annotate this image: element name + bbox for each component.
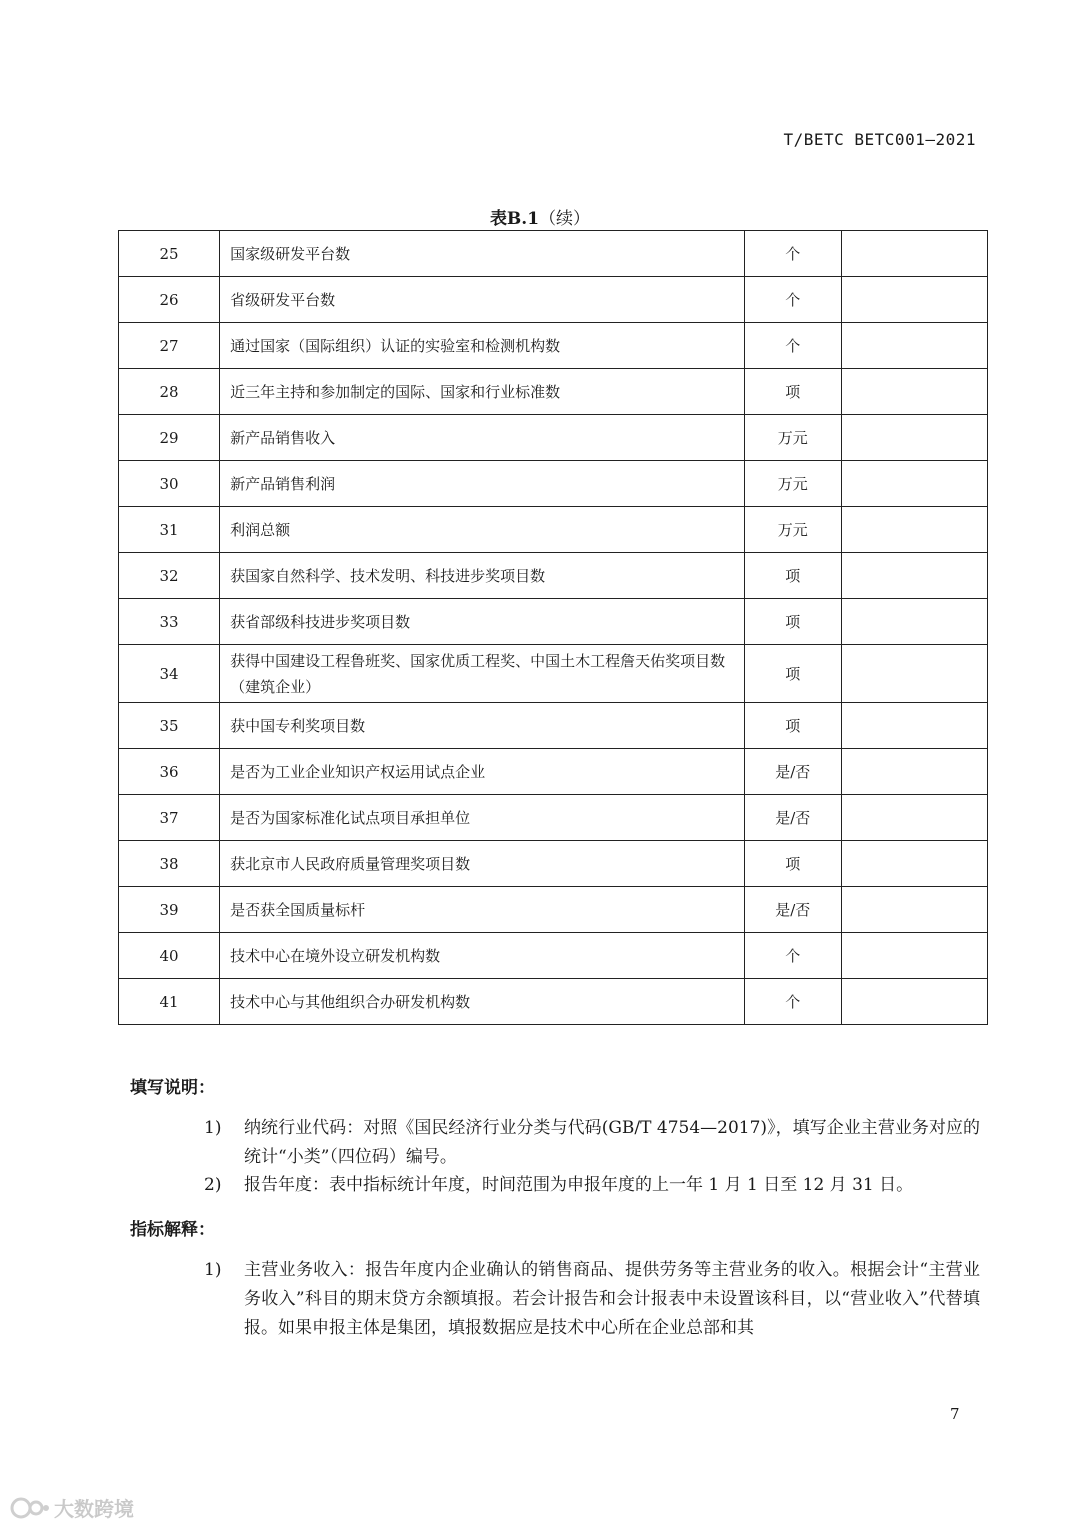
row-number-cell: 25 [119, 231, 220, 277]
row-number-cell: 29 [119, 415, 220, 461]
value-cell [841, 703, 987, 749]
unit-cell: 项 [744, 553, 841, 599]
row-number-cell: 41 [119, 979, 220, 1025]
table-row [119, 979, 988, 1025]
unit-cell: 项 [744, 841, 841, 887]
unit-cell: 是/否 [744, 749, 841, 795]
value-cell [841, 461, 987, 507]
watermark-logo-icon [10, 1495, 50, 1521]
table-row [119, 645, 988, 703]
indicator-note-item [204, 1256, 980, 1343]
table-row [119, 887, 988, 933]
value-cell [841, 599, 987, 645]
indicator-table [118, 230, 988, 1025]
row-number-cell: 30 [119, 461, 220, 507]
indicator-name-cell: 获北京市人民政府质量管理奖项目数 [220, 841, 745, 887]
row-number-cell: 39 [119, 887, 220, 933]
table-row [119, 415, 988, 461]
table-caption [0, 204, 1080, 229]
indicator-name-cell: 新产品销售收入 [220, 415, 745, 461]
table-row [119, 703, 988, 749]
row-number-cell: 28 [119, 369, 220, 415]
value-cell [841, 749, 987, 795]
table-row [119, 599, 988, 645]
value-cell [841, 507, 987, 553]
table-row [119, 323, 988, 369]
indicator-name-cell: 省级研发平台数 [220, 277, 745, 323]
row-number-cell: 27 [119, 323, 220, 369]
indicator-name-cell: 国家级研发平台数 [220, 231, 745, 277]
indicator-name-cell: 是否获全国质量标杆 [220, 887, 745, 933]
value-cell [841, 887, 987, 933]
indicator-name-cell: 技术中心与其他组织合办研发机构数 [220, 979, 745, 1025]
value-cell [841, 795, 987, 841]
row-number-cell: 32 [119, 553, 220, 599]
indicator-name-cell: 通过国家（国际组织）认证的实验室和检测机构数 [220, 323, 745, 369]
unit-cell: 个 [744, 933, 841, 979]
unit-cell: 项 [744, 599, 841, 645]
indicator-name-cell: 是否为国家标准化试点项目承担单位 [220, 795, 745, 841]
table-row [119, 507, 988, 553]
unit-cell: 个 [744, 231, 841, 277]
indicator-table-body [119, 231, 988, 1025]
watermark-text: 大数跨境 [54, 1497, 134, 1521]
indicator-name-cell: 近三年主持和参加制定的国际、国家和行业标准数 [220, 369, 745, 415]
unit-cell: 项 [744, 369, 841, 415]
unit-cell: 万元 [744, 507, 841, 553]
row-number-cell: 31 [119, 507, 220, 553]
table-row [119, 231, 988, 277]
value-cell [841, 979, 987, 1025]
indicator-name-cell: 获国家自然科学、技术发明、科技进步奖项目数 [220, 553, 745, 599]
table-row [119, 795, 988, 841]
table-row [119, 841, 988, 887]
table-row [119, 933, 988, 979]
indicator-name-cell: 利润总额 [220, 507, 745, 553]
unit-cell: 个 [744, 277, 841, 323]
row-number-cell: 38 [119, 841, 220, 887]
unit-cell: 项 [744, 703, 841, 749]
table-row [119, 369, 988, 415]
value-cell [841, 933, 987, 979]
unit-cell: 个 [744, 979, 841, 1025]
fill-note-number: 2) [204, 1175, 222, 1195]
fill-note-text: 报告年度：表中指标统计年度，时间范围为申报年度的上一年 1 月 1 日至 12 月 31 日。 [244, 1175, 914, 1195]
document-code: T/BETC BETC001—2021 [783, 130, 976, 149]
indicator-notes-title: 指标解释： [130, 1220, 215, 1240]
value-cell [841, 841, 987, 887]
table-row [119, 749, 988, 795]
indicator-name-cell: 技术中心在境外设立研发机构数 [220, 933, 745, 979]
fill-note-text: 纳统行业代码：对照《国民经济行业分类与代码(GB/T 4754—2017)》，填写企业主营业务对应的统计“小类”（四位码）编号。 [244, 1118, 980, 1167]
value-cell [841, 553, 987, 599]
table-row [119, 553, 988, 599]
value-cell [841, 231, 987, 277]
value-cell [841, 415, 987, 461]
fill-notes-title: 填写说明： [130, 1078, 215, 1098]
row-number-cell: 35 [119, 703, 220, 749]
table-caption-label: 表B.1 [489, 209, 540, 229]
fill-note-item [204, 1171, 980, 1200]
row-number-cell: 26 [119, 277, 220, 323]
fill-note-item [204, 1114, 980, 1172]
row-number-cell: 40 [119, 933, 220, 979]
indicator-name-cell: 获省部级科技进步奖项目数 [220, 599, 745, 645]
row-number-cell: 33 [119, 599, 220, 645]
row-number-cell: 37 [119, 795, 220, 841]
indicator-note-number: 1) [204, 1260, 222, 1280]
unit-cell: 万元 [744, 461, 841, 507]
value-cell [841, 323, 987, 369]
table-row [119, 277, 988, 323]
row-number-cell: 36 [119, 749, 220, 795]
indicator-name-cell: 新产品销售利润 [220, 461, 745, 507]
unit-cell: 个 [744, 323, 841, 369]
fill-note-number: 1) [204, 1118, 222, 1138]
value-cell [841, 369, 987, 415]
unit-cell: 万元 [744, 415, 841, 461]
indicator-name-cell: 获得中国建设工程鲁班奖、国家优质工程奖、中国土木工程詹天佑奖项目数（建筑企业） [220, 645, 745, 703]
watermark [10, 1493, 134, 1522]
page-number: 7 [950, 1405, 960, 1423]
table-caption-continued: （续） [539, 209, 591, 229]
indicator-note-text: 主营业务收入：报告年度内企业确认的销售商品、提供劳务等主营业务的收入。根据会计“主营业务收入”科目的期末贷方余额填报。若会计报告和会计报表中未设置该科目，以“营业收入”代替填报。如果申报主体是集团，填报数据应是技术中心所在企业总部和其 [244, 1260, 980, 1338]
value-cell [841, 277, 987, 323]
value-cell [841, 645, 987, 703]
unit-cell: 项 [744, 645, 841, 703]
indicator-name-cell: 获中国专利奖项目数 [220, 703, 745, 749]
table-row [119, 461, 988, 507]
indicator-name-cell: 是否为工业企业知识产权运用试点企业 [220, 749, 745, 795]
unit-cell: 是/否 [744, 795, 841, 841]
row-number-cell: 34 [119, 645, 220, 703]
unit-cell: 是/否 [744, 887, 841, 933]
